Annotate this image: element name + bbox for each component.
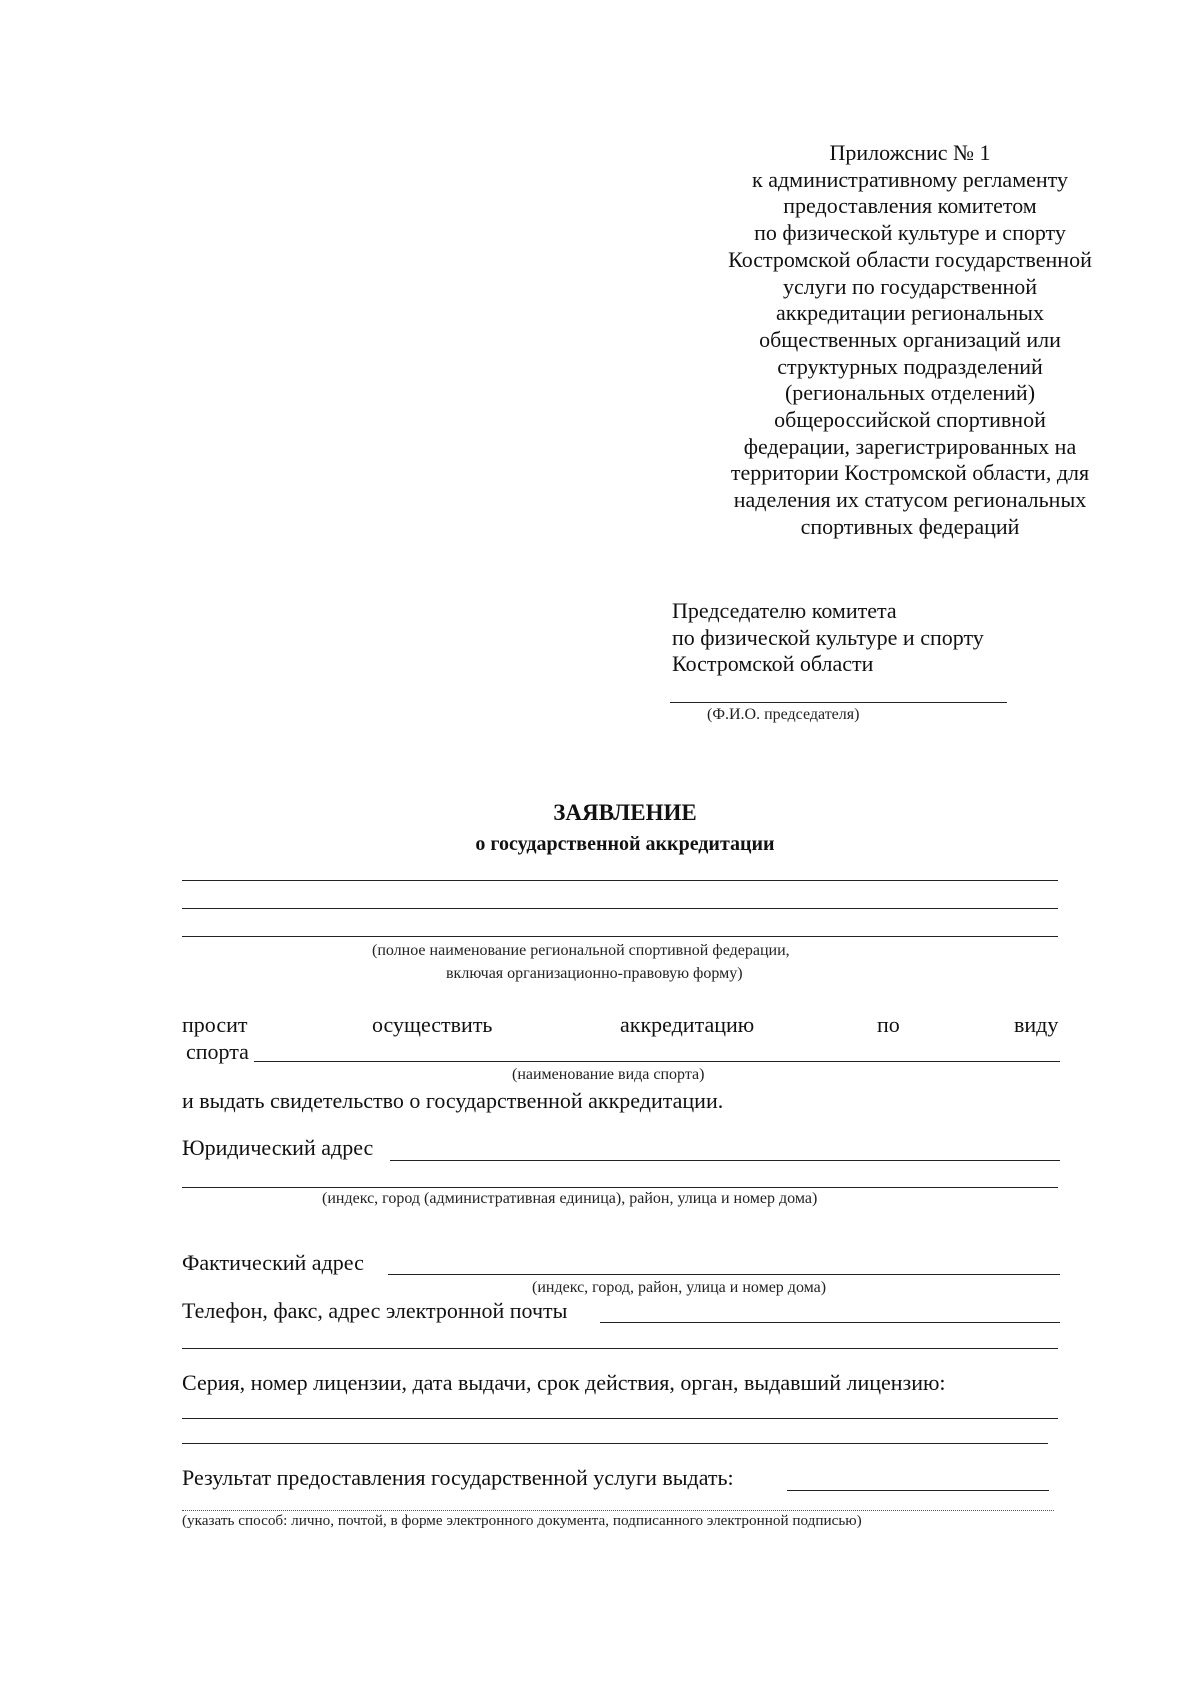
- actual-address-field[interactable]: [388, 1274, 1060, 1275]
- result-divider: [182, 1510, 1054, 1511]
- actual-address-label: Фактический адрес: [182, 1250, 364, 1275]
- request-word: по: [877, 1012, 900, 1037]
- chairman-name-caption: (Ф.И.О. председателя): [707, 706, 860, 723]
- document-subtitle: о государственной аккредитации: [475, 833, 775, 855]
- sport-label: спорта: [186, 1039, 249, 1064]
- chairman-name-field[interactable]: [670, 702, 1007, 703]
- legal-address-caption: (индекс, город (административная единица), район, улица и номер дома): [322, 1190, 818, 1207]
- license-field-1[interactable]: [182, 1418, 1058, 1419]
- request-word: аккредитацию: [620, 1012, 755, 1037]
- issue-certificate-text: и выдать свидетельство о государственной аккредитации.: [182, 1088, 724, 1113]
- appendix-line: Приложснис № 1: [829, 140, 991, 165]
- appendix-line: услуги по государственной: [782, 273, 1038, 299]
- sport-name-caption: (наименование вида спорта): [512, 1066, 705, 1083]
- request-word: осуществить: [372, 1012, 493, 1037]
- addressee-line: Председателю комитета: [672, 598, 897, 623]
- appendix-line: по физической культуре и спорту: [754, 220, 1066, 246]
- license-field-2[interactable]: [182, 1443, 1048, 1444]
- appendix-note: [700, 140, 1120, 541]
- document-title: ЗАЯВЛЕНИЕ: [553, 800, 697, 825]
- contacts-label: Телефон, факс, адрес электронной почты: [182, 1298, 568, 1323]
- appendix-line: общественных организаций или: [759, 326, 1061, 352]
- appendix-line: общероссийской спортивной: [774, 407, 1046, 433]
- appendix-line: (региональных отделений): [784, 380, 1036, 406]
- appendix-line: территории Костромской области, для: [730, 460, 1090, 486]
- result-caption: (указать способ: лично, почтой, в форме электронного документа, подписанного электронной подписью): [182, 1512, 862, 1529]
- appendix-line: федерации, зарегистрированных на: [743, 433, 1077, 459]
- org-name-field-line-2[interactable]: [182, 908, 1058, 909]
- result-method-field[interactable]: [787, 1490, 1049, 1491]
- request-word: просит: [182, 1012, 248, 1037]
- sport-name-field[interactable]: [254, 1061, 1060, 1062]
- appendix-line: наделения их статусом региональных: [733, 487, 1087, 513]
- license-label: Серия, номер лицензии, дата выдачи, срок действия, орган, выдавший лицензию:: [182, 1370, 946, 1395]
- appendix-line: аккредитации региональных: [776, 300, 1044, 326]
- legal-address-label: Юридический адрес: [182, 1135, 374, 1160]
- addressee-line: по физической культуре и спорту: [672, 624, 984, 650]
- legal-address-field-1[interactable]: [390, 1160, 1060, 1161]
- contacts-field-1[interactable]: [600, 1322, 1060, 1323]
- org-name-field-line-3[interactable]: [182, 936, 1058, 937]
- org-name-field-line-1[interactable]: [182, 880, 1058, 881]
- appendix-line: Костромской области государственной: [728, 246, 1092, 272]
- appendix-line: структурных подразделений: [777, 353, 1043, 379]
- org-name-caption-1: (полное наименование региональной спортивной федерации,: [372, 942, 790, 959]
- request-word: виду: [1014, 1012, 1059, 1037]
- appendix-line: спортивных федераций: [800, 513, 1020, 539]
- addressee-line: Костромской области: [672, 651, 874, 676]
- legal-address-field-2[interactable]: [182, 1187, 1058, 1188]
- actual-address-caption: (индекс, город, район, улица и номер дома): [532, 1279, 827, 1296]
- contacts-field-2[interactable]: [182, 1348, 1058, 1349]
- org-name-caption-2: включая организационно-правовую форму): [446, 965, 743, 982]
- appendix-line: предоставления комитетом: [783, 193, 1037, 219]
- appendix-line: к административному регламенту: [752, 166, 1068, 192]
- addressee-block: [672, 598, 984, 678]
- result-label: Результат предоставления государственной услуги выдать:: [182, 1465, 734, 1490]
